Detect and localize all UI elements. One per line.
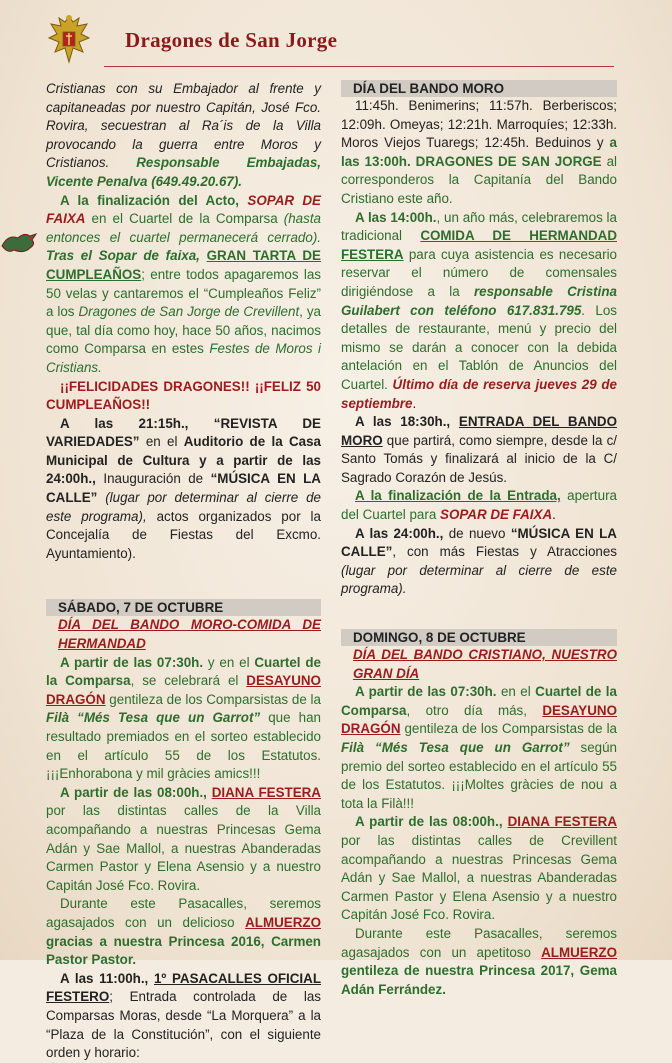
paragraph [46, 970, 321, 1063]
text: ALMUERZO [245, 914, 321, 930]
text: Filà “Més Tesa que un Garrot” [341, 740, 570, 755]
text: Cristianas con su Embajador al frente y capitaneadas por nuestro Capitán, José Fco. Rovira, secuestran al Ra´is de la Villa provocando la guerra entre Moros y Cristianos. [46, 81, 321, 171]
text: en el Cuartel de la Comparsa [91, 211, 278, 227]
text: gentileza de los Comparsistas de la [404, 721, 617, 737]
text: actos organizados por la Concejalía de Fiestas del Excmo. Ayuntamiento). [46, 508, 321, 561]
text: A las 14:00h. [355, 209, 437, 225]
text: A las 18:30h., [355, 414, 451, 430]
text: A partir de las 07:30h. [60, 654, 204, 670]
text: ¡¡¡Enhorabona y mil gràcies amics!!! [46, 766, 261, 782]
text: Cuartel de la Comparsa [46, 654, 321, 689]
paragraph [46, 895, 321, 969]
text: SOPAR DE FAIXA [440, 507, 553, 523]
text: “MÚSICA EN LA CALLE” [341, 525, 617, 560]
text: Festes de Moros i Cristians. [46, 341, 322, 375]
text: “MÚSICA EN LA CALLE” [46, 471, 321, 506]
dragon-icon [0, 228, 38, 258]
text: (lugar por determinar al cierre de este programa), [46, 490, 321, 524]
left-column [46, 80, 321, 1063]
text: gracias a nuestra Princesa 2016, Carmen Pastor Pastor. [46, 933, 321, 968]
text: COMIDA DE HERMANDAD FESTERA [341, 228, 617, 262]
text: a las 13:00h. DRAGONES DE SAN JORGE [341, 135, 617, 169]
text: Último día de reserva jueves 29 de septiembre [341, 376, 617, 411]
text: , se celebrará el [130, 673, 239, 689]
text: , un año más, celebraremos la tradicional [341, 209, 617, 244]
paragraph [341, 683, 617, 813]
text: Inauguración de [103, 471, 204, 487]
header-divider [104, 66, 614, 67]
text: Auditorio de la Casa Municipal de Cultura [46, 434, 321, 468]
text: y a partir de las 24:00h., [46, 452, 321, 487]
text: 11:45h. Benimerins; 11:57h. Berberiscos; 12:09h. Omeyas; 12:21h. Marroquíes; 12:33h. Moros Viejos Tuaregs; 12:45h. Beduinos y [341, 98, 617, 151]
text: , con más Fiestas y Atracciones [392, 544, 617, 560]
text: gentileza de nuestra Princesa 2017, Gema Adán Ferrández. [341, 963, 617, 997]
paragraph: A las 14:00h., un año más, celebraremos la tradicional COMIDA DE HERMANDAD FESTERA para cuya asistencia es necesario reservar el número de comensales dirigiéndose a la responsable Cristina Guilabert con teléfono 617.831.795. Los detalles de restaurante, menú y precio del mismo se darán a conocer con la debida antelación en el Tablón de Anuncios del Cuartel. Último día de reserva jueves 29 de septiembre. [341, 209, 617, 411]
text: según premio del sorteo establecido en el artículo 55 de los Estatutos. [341, 740, 617, 793]
text: (lugar por determinar al cierre de este programa). [341, 562, 617, 597]
crest-eagle-icon [45, 12, 93, 68]
paragraph [46, 654, 321, 784]
text: y en el [207, 654, 250, 670]
text: Durante este Pasacalles, seremos agasajados con un delicioso [46, 896, 321, 930]
text: al corresponderos la Capitanía del Bando Cristiano este año. [341, 153, 617, 206]
text: DESAYUNO DRAGÓN [341, 702, 617, 737]
text: ; Entrada controlada de las Comparsas Moras, desde “La Morquera” a la “Plaza de la Constitución”, con el siguiente orden y horario: [46, 989, 321, 1061]
paragraph [46, 192, 321, 378]
text: DIANA FESTERA [211, 784, 321, 800]
paragraph [341, 525, 617, 599]
text: en el [145, 434, 178, 450]
text: SOPAR DE FAIXA [46, 192, 321, 227]
text: Responsable Embajadas, Vicente Penalva (649.49.20.67). [46, 155, 321, 189]
text: responsable Cristina Guilabert con teléfono 617.831.795 [341, 283, 617, 318]
day-subheading: DÍA DEL BANDO CRISTIANO, NUESTRO GRAN DÍA [353, 647, 617, 681]
paragraph [341, 813, 617, 925]
paragraph [46, 784, 321, 896]
text: Tras el Sopar de faixa, [46, 248, 200, 264]
text: Durante este Pasacalles, seremos agasajados con un apetitoso [341, 925, 617, 960]
text: de nuevo [448, 525, 506, 541]
text: DIANA FESTERA [507, 814, 617, 830]
text: Filà “Més Tesa que un Garrot” [46, 710, 261, 726]
text: (hasta entonces el cuartel permanecerá cerrado). [46, 211, 321, 245]
paragraph: A la finalización de la Entrada, apertura del Cuartel para SOPAR DE FAIXA. [341, 488, 617, 523]
text: apertura del Cuartel para [341, 488, 617, 523]
text: 1º PASACALLES OFICIAL FESTERO [46, 970, 321, 1005]
text: que han resultado premiados en el sorteo establecido en el artículo 55 de los Estatutos. [46, 710, 321, 763]
text: gentileza de los Comparsistas de la [109, 691, 321, 707]
text: , otro día más, [406, 702, 527, 718]
text: A las 21:15h., “REVISTA DE VARIEDADES” [46, 415, 321, 450]
text: , ya que, tal día como hoy, hace 50 años, nacimos como Comparsa en estes [46, 304, 321, 357]
day-heading: DÍA DEL BANDO MORO [341, 80, 617, 97]
text: A las 24:00h., [355, 525, 444, 541]
text: A la finalización del Acto, [60, 192, 240, 208]
day-heading: SÁBADO, 7 DE OCTUBRE [46, 599, 321, 616]
brand-title: Dragones de San Jorge [125, 28, 338, 52]
text: por las distintas calles de Crevillent acompañando a nuestras Princesas Gema Adán y Sae Mallol, a nuestras Abanderadas Carmen Pastor y Elena Asensio y a nuestro Capitán José Fco. Rovira. [341, 832, 617, 923]
paragraph [341, 413, 617, 487]
page-header [0, 0, 672, 75]
text: ENTRADA DEL BANDO MORO [341, 414, 617, 448]
text: ; entre todos apagaremos las 50 velas y cantaremos el “Cumpleaños Feliz” a los [46, 266, 321, 320]
text: A partir de las 08:00h., [355, 814, 503, 830]
paragraph [46, 415, 321, 564]
text: para cuya asistencia es necesario reservar el número de comensales dirigiéndose a la [341, 246, 617, 299]
day-heading: DOMINGO, 8 DE OCTUBRE [341, 629, 617, 646]
paragraph [46, 80, 321, 192]
text: A la finalización de la Entrada, [355, 488, 561, 504]
text: en el [500, 684, 531, 700]
paragraph [341, 97, 617, 209]
text: por las distintas calles de la Villa acompañando a nuestras Princesas Gema Adán y Sae Mallol, a nuestras Abanderadas Carmen Pastor y Elena Asensio y a nuestro Capitán José Fco. Rovira. [46, 803, 321, 893]
text: ALMUERZO [541, 944, 617, 960]
text: . Los detalles de restaurante, menú y precio del mismo se darán a conocer con la debida antelación en el Tablón de Anuncios del Cuartel. [341, 302, 617, 392]
text: A partir de las 07:30h. [355, 684, 497, 700]
text: A partir de las 08:00h., [60, 784, 207, 800]
right-column [341, 80, 617, 999]
text: ¡¡¡Moltes gràcies de nou a tota la Filà!!! [341, 777, 617, 811]
paragraph: ¡¡FELICIDADES DRAGONES!! ¡¡FELIZ 50 CUMPLEAÑOS!! [46, 378, 321, 413]
text: Dragones de San Jorge de Crevillent [78, 304, 300, 320]
text: GRAN TARTA DE CUMPLEAÑOS [46, 248, 321, 282]
text: Cuartel de la Comparsa [341, 684, 617, 718]
paragraph [341, 925, 617, 999]
text: A las 11:00h., [60, 970, 149, 986]
text: que partirá, como siempre, desde la c/ Santo Tomás y finalizará al inicio de la C/ Sagrado Corazón de Jesús. [341, 432, 617, 485]
day-subheading: DÍA DEL BANDO MORO-COMIDA DE HERMANDAD [58, 617, 321, 652]
text: DESAYUNO DRAGÓN [46, 673, 321, 707]
